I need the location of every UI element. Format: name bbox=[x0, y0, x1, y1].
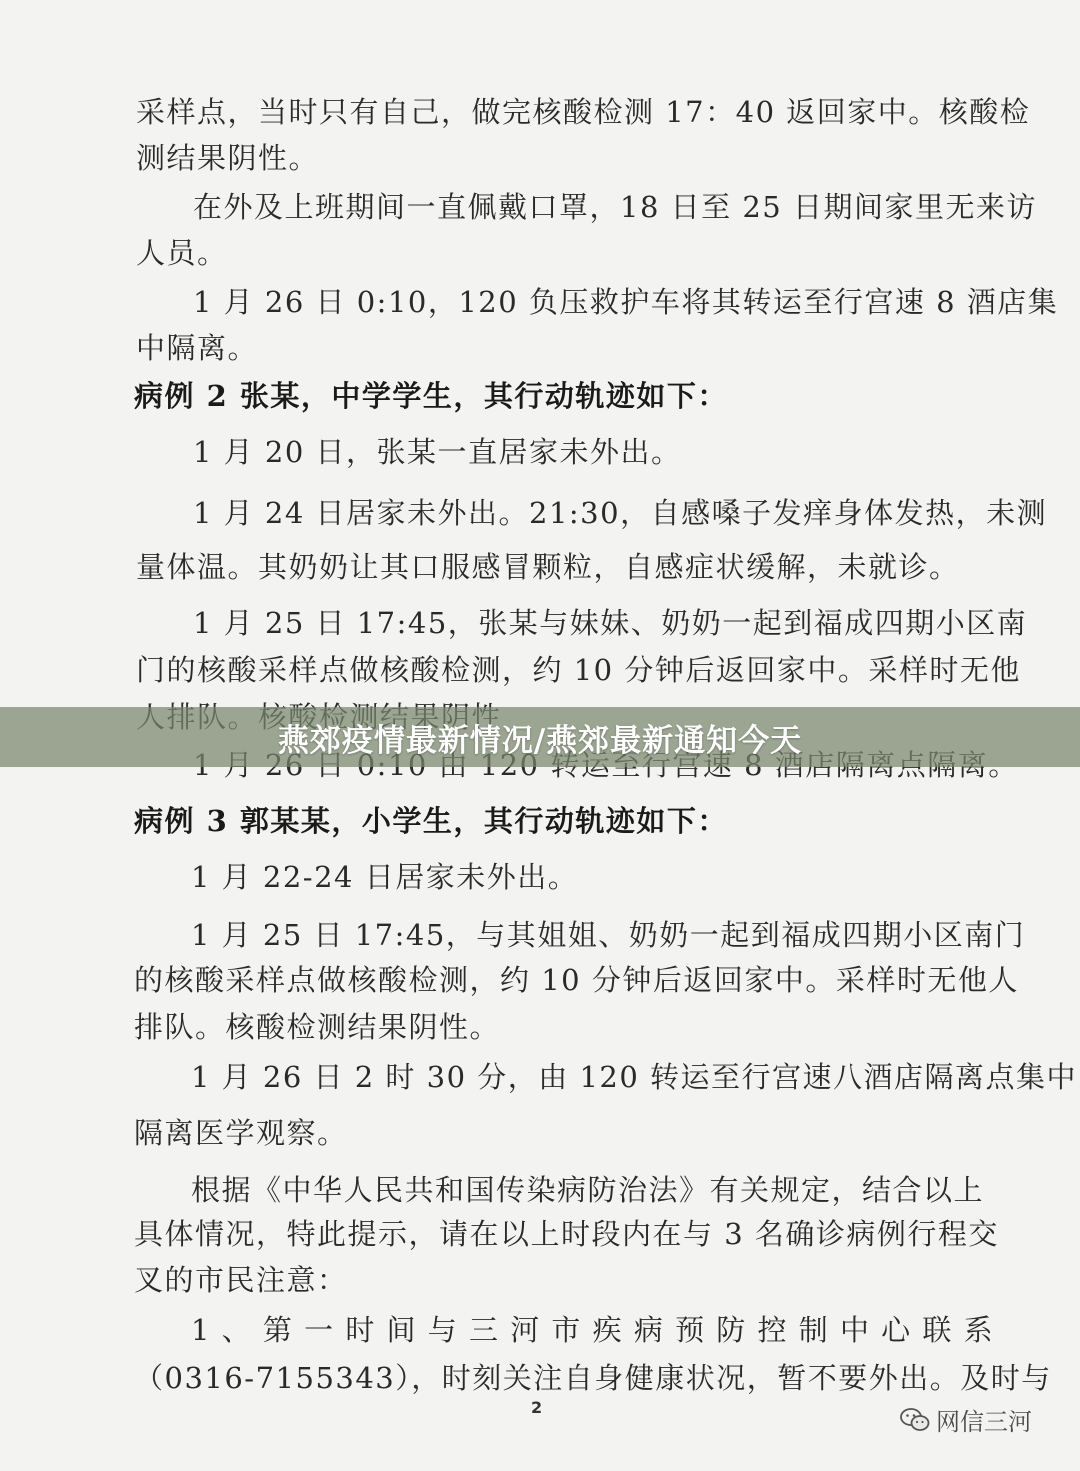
text-line: 具体情况，特此提示，请在以上时段内在与 3 名确诊病例行程交 bbox=[134, 1217, 999, 1251]
text-line: 排队。核酸检测结果阴性。 bbox=[134, 1010, 501, 1044]
text-line: 的核酸采样点做核酸检测，约 10 分钟后返回家中。采样时无他人 bbox=[134, 963, 1019, 997]
text-line: 人员。 bbox=[136, 236, 228, 270]
text-line: 测结果阴性。 bbox=[136, 141, 320, 175]
text-line: 叉的市民注意： bbox=[134, 1263, 348, 1297]
wechat-icon bbox=[900, 1407, 930, 1433]
text-line: 1 月 26 日 0:10，120 负压救护车将其转运至行宫速 8 酒店集 bbox=[193, 285, 1059, 319]
text-line: 采样点，当时只有自己，做完核酸检测 17：40 返回家中。核酸检 bbox=[136, 95, 1031, 129]
case-heading: 病例 2 张某，中学学生，其行动轨迹如下： bbox=[134, 379, 728, 413]
text-line: 1 月 20 日，张某一直居家未外出。 bbox=[193, 435, 682, 469]
source-watermark bbox=[900, 1402, 1032, 1437]
watermark-text: 网信三河 bbox=[936, 1408, 1032, 1436]
text-line: 1 月 24 日居家未外出。21:30，自感嗓子发痒身体发热，未测 bbox=[193, 496, 1048, 530]
text-line: 门的核酸采样点做核酸检测，约 10 分钟后返回家中。采样时无他 bbox=[136, 653, 1021, 687]
text-line: 根据《中华人民共和国传染病防治法》有关规定，结合以上 bbox=[191, 1173, 985, 1207]
text-line: 1 月 25 日 17:45，与其姐姐、奶奶一起到福成四期小区南门 bbox=[191, 918, 1026, 952]
text-line: 1 月 25 日 17:45，张某与妹妹、奶奶一起到福成四期小区南 bbox=[193, 606, 1028, 640]
text-line: （0316-7155343），时刻关注自身健康状况，暂不要外出。及时与 bbox=[134, 1361, 1052, 1395]
text-line: 1 、 第 一 时 间 与 三 河 市 疾 病 预 防 控 制 中 心 联 系 bbox=[191, 1313, 995, 1347]
case-heading: 病例 3 郭某某，小学生，其行动轨迹如下： bbox=[134, 804, 728, 838]
text-line: 量体温。其奶奶让其口服感冒颗粒，自感症状缓解，未就诊。 bbox=[136, 550, 960, 584]
text-line: 隔离医学观察。 bbox=[134, 1116, 348, 1150]
text-line: 1 月 22-24 日居家未外出。 bbox=[191, 860, 579, 894]
page-number: 2 bbox=[531, 1398, 543, 1417]
banner-title: 燕郊疫情最新情况/燕郊最新通知今天 bbox=[277, 722, 803, 759]
text-line: 中隔离。 bbox=[136, 331, 259, 365]
text-line: 1 月 26 日 2 时 30 分，由 120 转运至行宫速八酒店隔离点集中 bbox=[191, 1060, 1078, 1094]
title-banner bbox=[0, 707, 1080, 767]
text-line: 在外及上班期间一直佩戴口罩，18 日至 25 日期间家里无来访 bbox=[193, 190, 1037, 224]
